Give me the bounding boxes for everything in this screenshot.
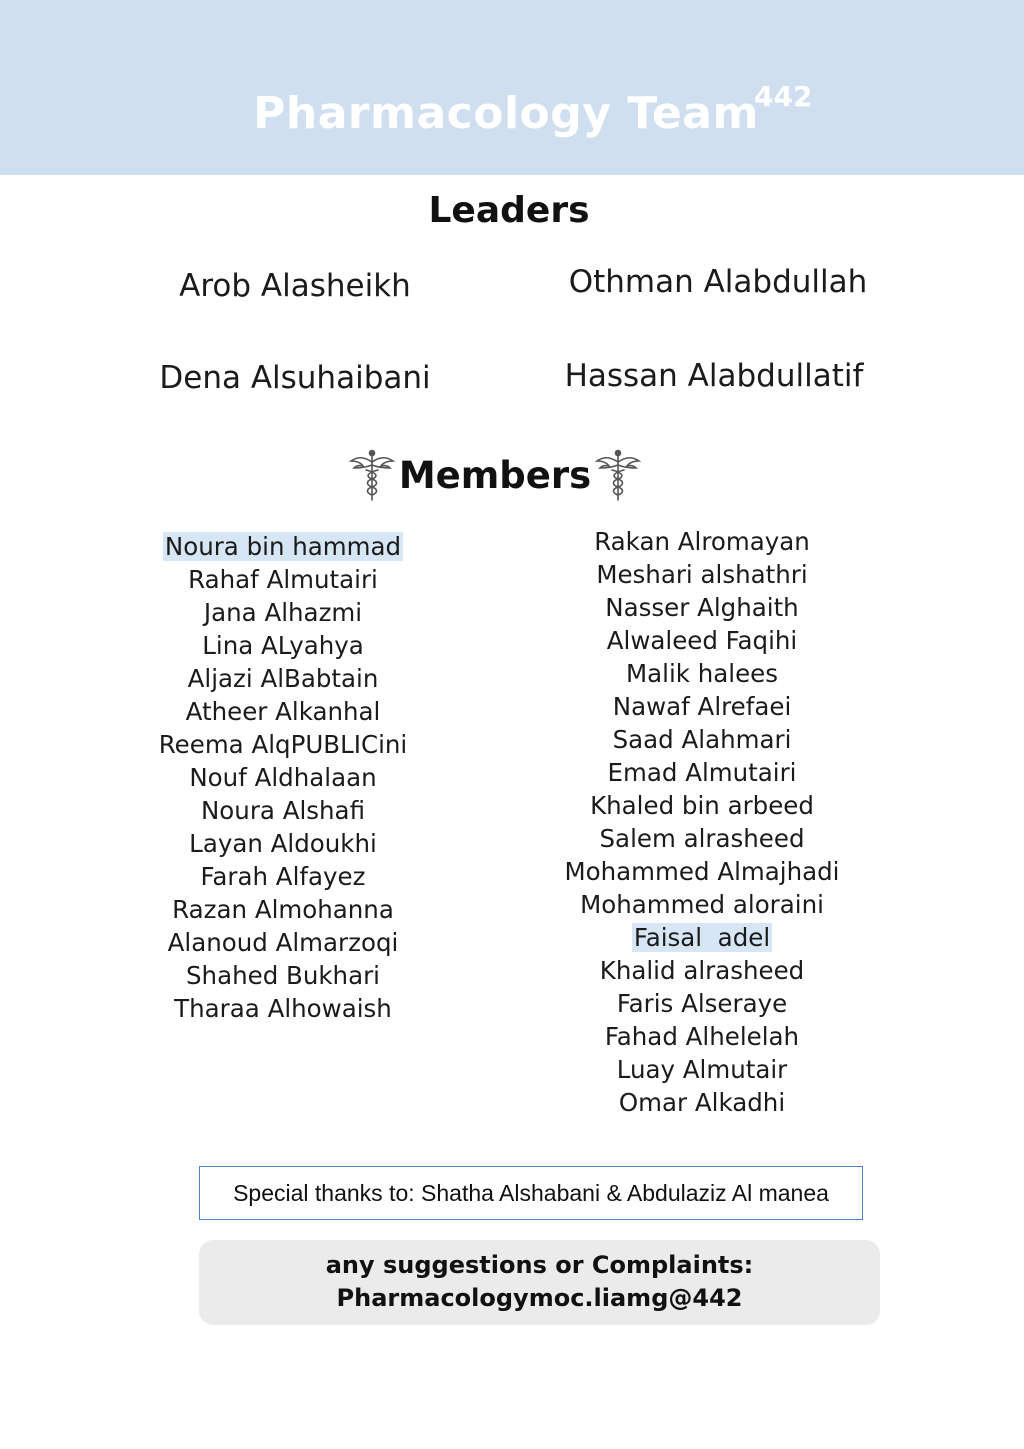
member-name: Farah Alfayez <box>200 862 366 891</box>
special-thanks-text: Special thanks to: Shatha Alshabani & Abdulaziz Al manea <box>233 1179 829 1206</box>
member-name: Omar Alkadhi <box>618 1088 786 1117</box>
leader-name: Hassan Alabdullatif <box>564 358 864 394</box>
member-name: Shahed Bukhari <box>186 961 380 990</box>
member-name: Aljazi AlBabtain <box>187 664 379 693</box>
member-name: Khalid alrasheed <box>599 956 805 985</box>
header-banner <box>0 0 1024 175</box>
members-heading-row <box>0 448 990 502</box>
caduceus-icon <box>595 448 641 502</box>
member-name: Malik halees <box>625 659 778 688</box>
member-name: Nasser Alghaith <box>605 593 799 622</box>
caduceus-icon <box>349 448 395 502</box>
member-name: Faris Alseraye <box>616 989 788 1018</box>
member-name: Saad Alahmari <box>612 725 792 754</box>
special-thanks-box <box>199 1166 863 1220</box>
page-title: Pharmacology Team <box>253 88 759 139</box>
member-name: Khaled bin arbeed <box>590 791 814 820</box>
member-name: Lina ALyahya <box>202 631 364 660</box>
member-name: Rakan Alromayan <box>594 527 810 556</box>
member-name: Alwaleed Faqihi <box>606 626 798 655</box>
member-name: Rahaf Almutairi <box>188 565 378 594</box>
member-name: Reema AlqPUBLICini <box>158 730 408 759</box>
leader-name: Othman Alabdullah <box>568 264 868 300</box>
member-name: Faisal adel <box>633 923 771 952</box>
contact-label: any suggestions or Complaints: <box>325 1251 754 1279</box>
member-name: Luay Almutair <box>616 1055 788 1084</box>
member-name: Nawaf Alrefaei <box>612 692 792 721</box>
member-name: Layan Aldoukhi <box>189 829 377 858</box>
member-name: Emad Almutairi <box>607 758 797 787</box>
member-name: Meshari alshathri <box>596 560 808 589</box>
member-name: Nouf Aldhalaan <box>189 763 377 792</box>
member-name: Tharaa Alhowaish <box>174 994 392 1023</box>
leader-name: Arob Alasheikh <box>179 268 411 304</box>
member-name: Noura bin hammad <box>164 532 402 561</box>
member-name: Fahad Alhelelah <box>604 1022 800 1051</box>
member-name: Atheer Alkanhal <box>185 697 381 726</box>
member-name: Noura Alshafi <box>200 796 366 825</box>
leaders-heading: Leaders <box>428 190 590 231</box>
member-name: Mohammed Almajhadi <box>564 857 840 886</box>
member-name: Jana Alhazmi <box>203 598 363 627</box>
contact-box <box>199 1240 880 1325</box>
member-name: Mohammed aloraini <box>580 890 824 919</box>
member-name: Alanoud Almarzoqi <box>167 928 399 957</box>
members-list-right <box>532 525 872 1119</box>
team-year: 442 <box>754 80 813 113</box>
members-heading: Members <box>398 453 592 497</box>
members-list-left <box>113 530 453 1025</box>
member-name: Salem alrasheed <box>599 824 805 853</box>
member-name: Razan Almohanna <box>172 895 394 924</box>
leader-name: Dena Alsuhaibani <box>159 360 431 396</box>
contact-email[interactable]: Pharmacologymoc.liamg@442 <box>336 1284 743 1312</box>
